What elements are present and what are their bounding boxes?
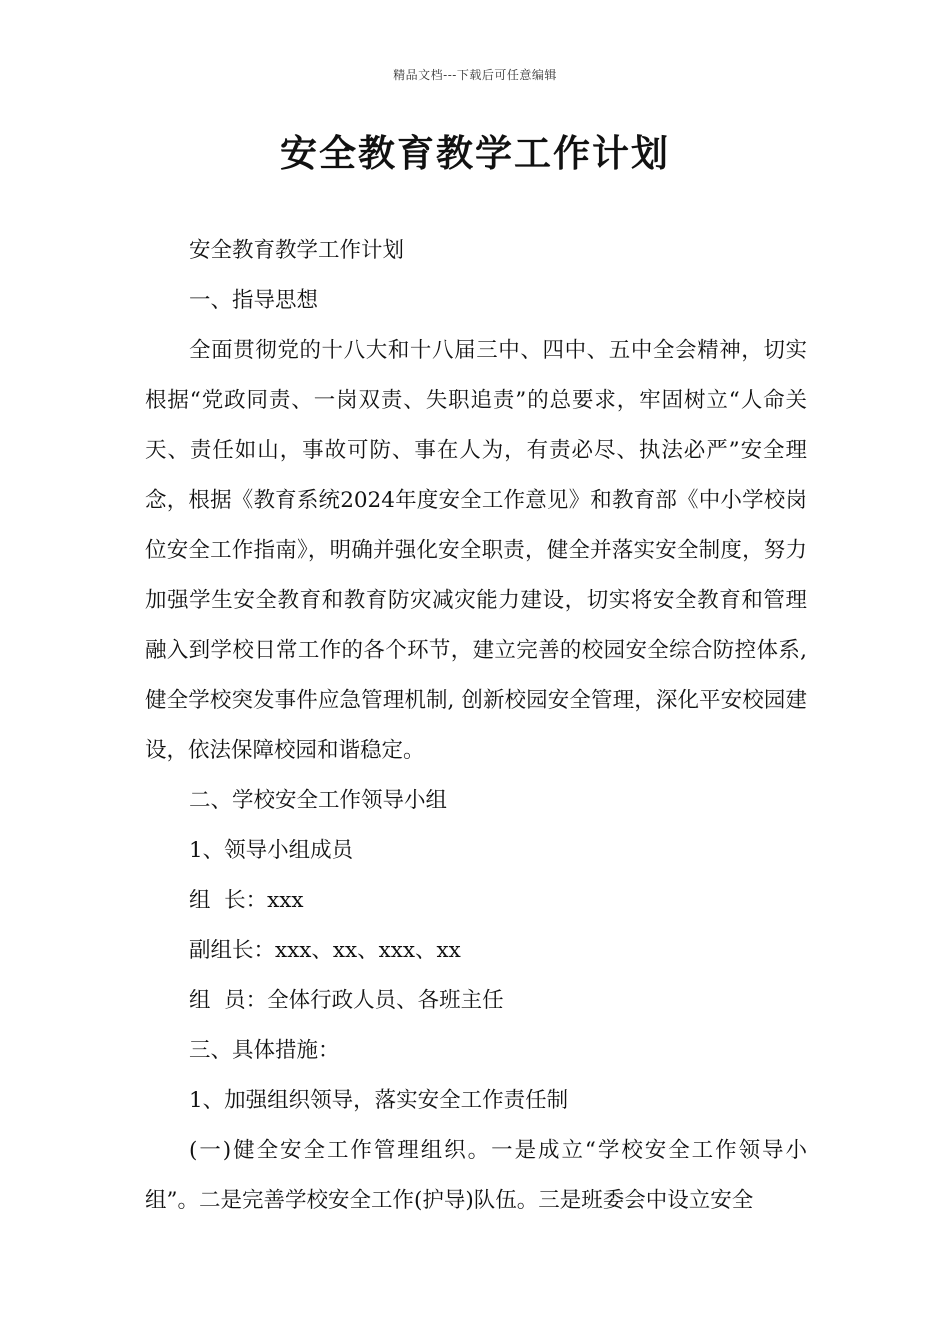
header-note: 精品文档---下载后可任意编辑 [393, 68, 557, 82]
document-body [145, 226, 807, 1226]
subheading-group-members: 1、领导小组成员 [189, 838, 354, 863]
member-members: 组 员：全体行政人员、各班主任 [189, 988, 504, 1013]
member-leader: 组 长：xxx [189, 888, 304, 913]
member-deputy-leaders: 副组长：xxx、xx、xxx、xx [189, 938, 461, 963]
section-heading-guiding-ideology: 一、指导思想 [189, 288, 319, 313]
subheading-organization-leadership: 1、加强组织领导，落实安全工作责任制 [189, 1088, 569, 1113]
document-title: 安全教育教学工作计划 [280, 131, 670, 175]
paragraph-management-organization: (一)健全安全工作管理组织。一是成立“学校安全工作领导小组”。二是完善学校安全工作(护导)队伍。三是班委会中设立安全 [145, 1138, 807, 1213]
paragraph-subtitle: 安全教育教学工作计划 [189, 238, 405, 263]
section-heading-measures: 三、具体措施： [189, 1038, 340, 1063]
section-heading-leadership-group: 二、学校安全工作领导小组 [189, 788, 448, 813]
paragraph-guiding-ideology: 全面贯彻党的十八大和十八届三中、四中、五中全会精神，切实根据“党政同责、一岗双责、失职追责”的总要求，牢固树立“人命关天、责任如山，事故可防、事在人为，有责必尽、执法必严”安全理念，根据《教育系统2024年度安全工作意见》和教育部《中小学校岗位安全工作指南》，明确并强化安全职责，健全并落实安全制度，努力加强学生安全教育和教育防灾减灾能力建设，切实将安全教育和管理融入到学校日常工作的各个环节，建立完善的校园安全综合防控体系,健全学校突发事件应急管理机制, 创新校园安全管理，深化平安校园建设，依法保障校园和谐稳定。 [145, 338, 807, 763]
